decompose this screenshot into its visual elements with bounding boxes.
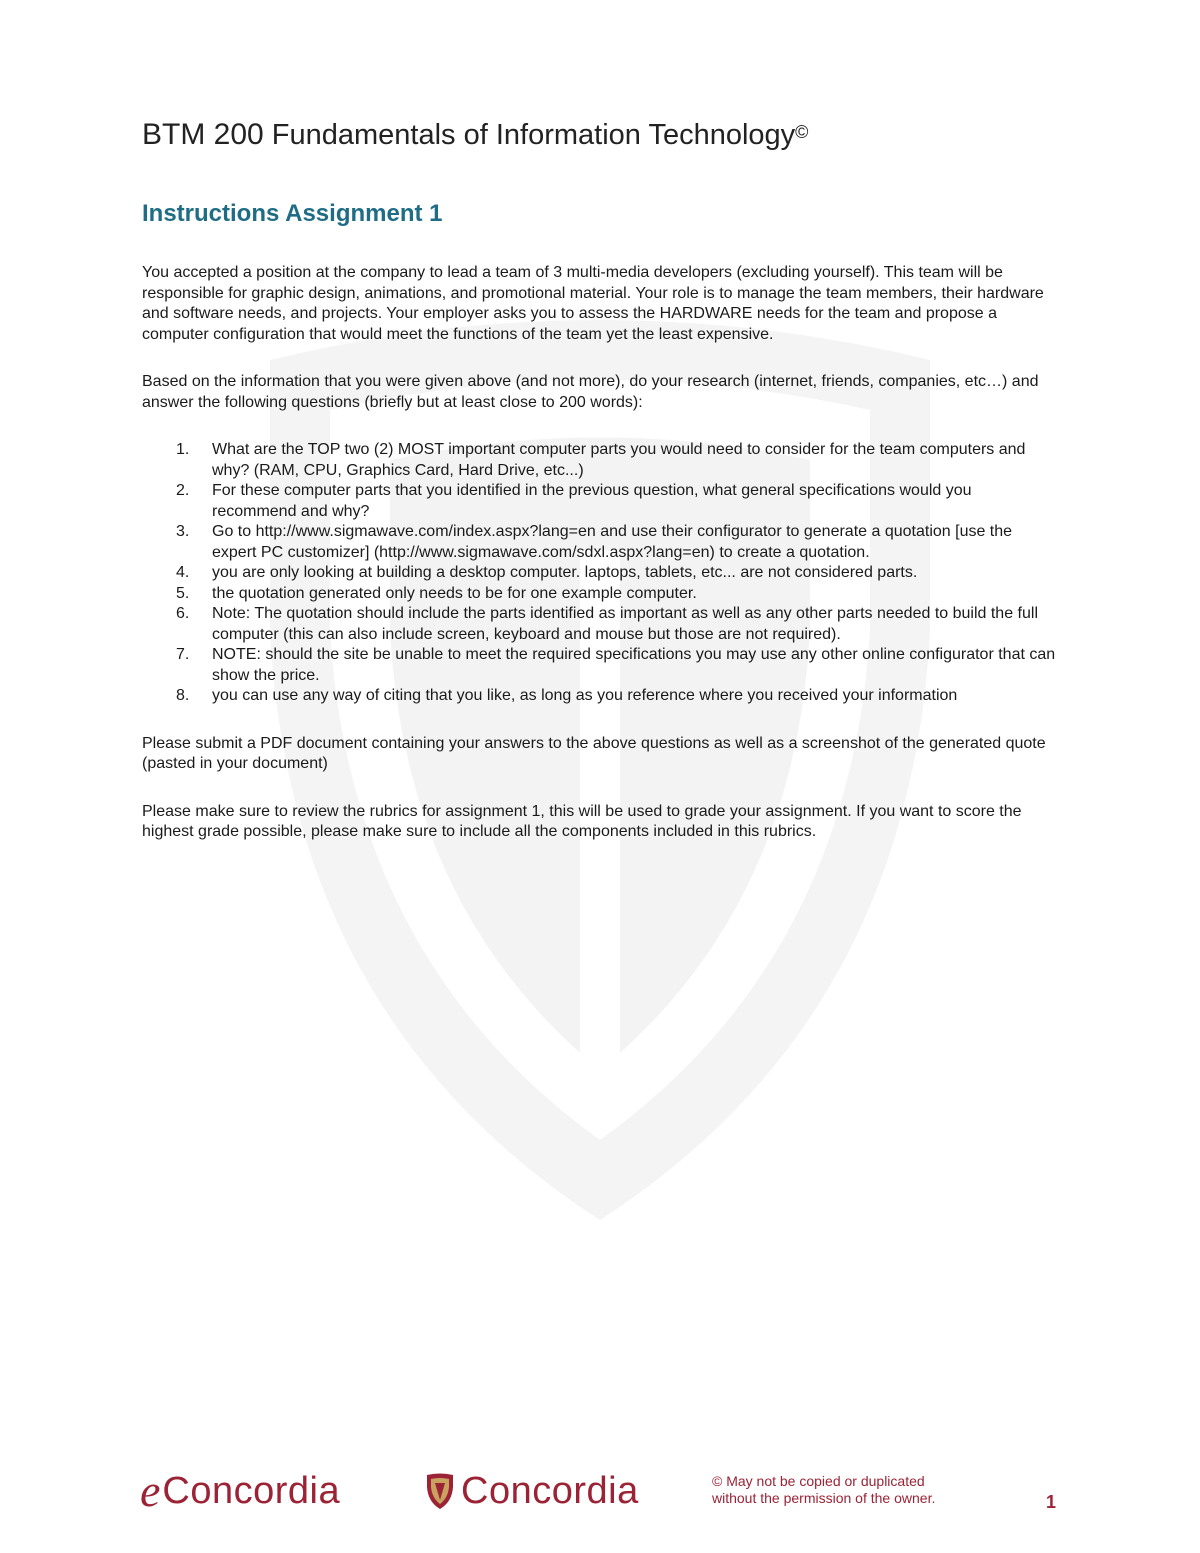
concordia-logo-name: Concordia [461,1470,639,1512]
list-item-number: 6. [176,605,190,622]
list-item-text: the quotation generated only needs to be for one example computer. [212,584,697,602]
list-item [142,584,1057,605]
concordia-shield-icon [425,1472,455,1510]
list-item-text: Go to http://www.sigmawave.com/index.aspx?lang=en and use their configurator to generate a quotation [use the expert PC customizer] (http://www.sigmawave.com/sdxl.aspx?lang=en) to create a quotation. [212,523,1013,561]
page-footer [0,1462,1200,1522]
copyright-notice [712,1473,992,1507]
research-paragraph: Based on the information that you were given above (and not more), do your research (internet, friends, companies, etc…) and answer the following questions (briefly but at least close to 200 words): [142,373,1039,411]
list-item [142,604,1057,645]
copyright-notice-line: without the permission of the owner. [712,1490,936,1506]
questions-list [142,440,1057,707]
document-body [142,112,1057,843]
list-item-text: For these computer parts that you identified in the previous question, what general specifications would you recommend and why? [212,482,972,520]
list-item-text: you can use any way of citing that you like, as long as you reference where you received your information [212,687,958,704]
list-item-number: 8. [176,687,190,704]
list-item-text: Note: The quotation should include the parts identified as important as well as any other parts needed to build the full computer (this can also include screen, keyboard and mouse but those are not required). [212,605,1038,643]
list-item [142,522,1057,563]
rubrics-paragraph: Please make sure to review the rubrics for assignment 1, this will be used to grade your assignment. If you want to score the highest grade possible, please make sure to include all the components included in this rubrics. [142,802,1022,840]
list-item-number: 4. [176,564,190,581]
list-item-text: you are only looking at building a desktop computer. laptops, tablets, etc... are not considered parts. [212,564,918,581]
list-item [142,440,1057,481]
list-item-number: 2. [176,482,190,499]
econcordia-logo-name: Concordia [162,1470,341,1512]
submit-paragraph: Please submit a PDF document containing your answers to the above questions as well as a screenshot of the generated quote (pasted in your document) [142,734,1046,772]
list-item-number: 5. [176,584,190,602]
econcordia-logo [140,1465,341,1516]
list-item [142,645,1057,686]
list-item-text: What are the TOP two (2) MOST important computer parts you would need to consider for the team computers and why? (RAM, CPU, Graphics Card, Hard Drive, etc...) [212,441,1026,479]
list-item [142,481,1057,522]
list-item-number: 1. [176,441,190,458]
concordia-logo [425,1468,639,1514]
list-item-text: NOTE: should the site be unable to meet the required specifications you may use any other online configurator that can show the price. [212,646,1056,684]
econcordia-logo-mark: e [140,1465,161,1516]
page-number: 1 [1046,1492,1057,1512]
document-title [142,112,1057,155]
assignment-heading: Instructions Assignment 1 [142,200,443,227]
list-item [142,686,1057,707]
course-name: Fundamentals of Information Technology [263,119,796,151]
list-item-number: 3. [176,523,190,540]
copyright-symbol: © [795,122,809,142]
list-item [142,563,1057,584]
list-item-number: 7. [176,646,190,663]
copyright-notice-line: © May not be copied or duplicated [712,1473,925,1489]
course-code: BTM 200 [142,118,264,151]
intro-paragraph: You accepted a position at the company to lead a team of 3 multi-media developers (excluding yourself). This team will be responsible for graphic design, animations, and promotional material. Your role is to manage the team members, their hardware and software needs, and projects. Your employer asks you to assess the HARDWARE needs for the team and propose a computer configuration that would meet the functions of the team yet the least expensive. [142,264,1044,343]
